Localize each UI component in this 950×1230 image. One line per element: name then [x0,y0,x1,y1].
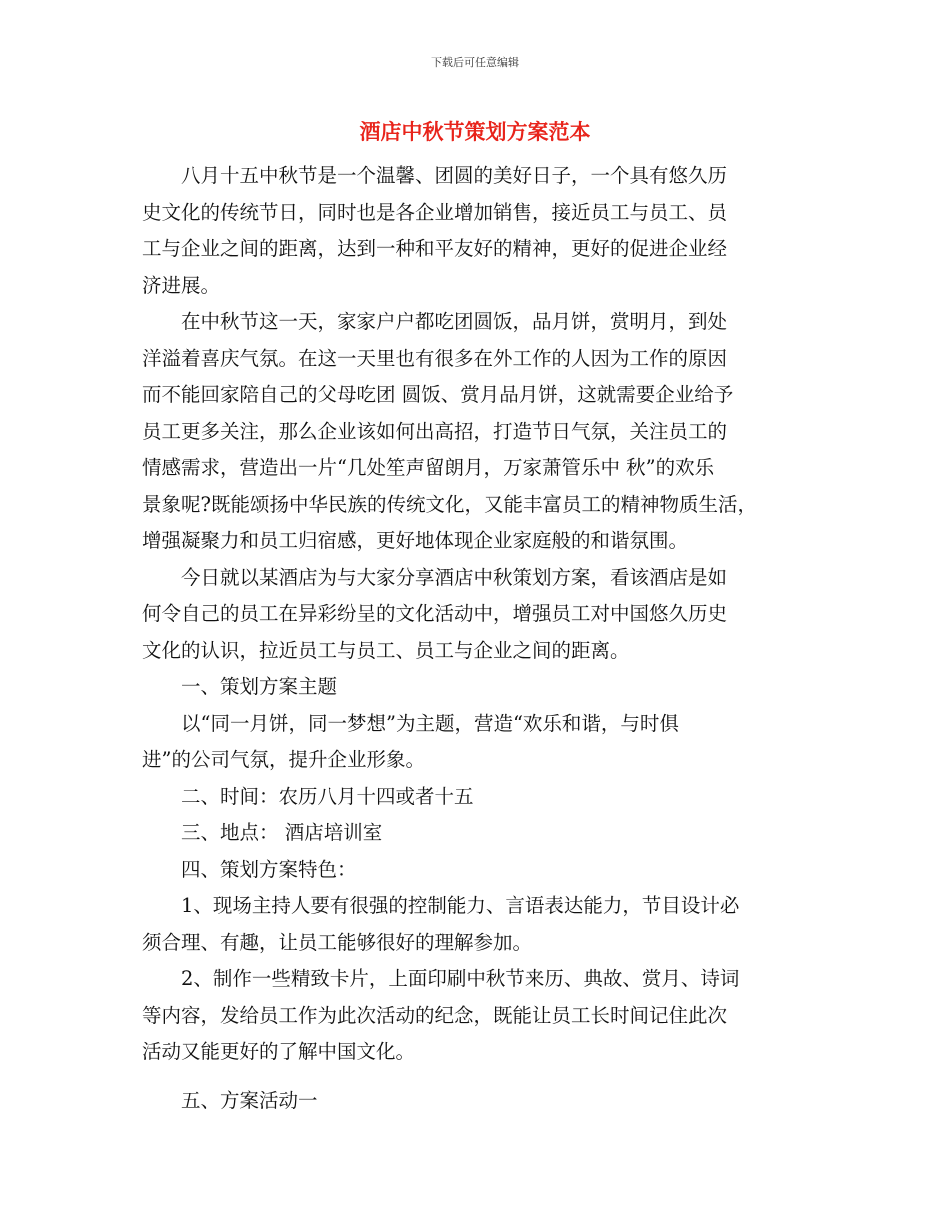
paragraph [142,706,822,779]
document-title: 酒店中秋节策划方案范本 [359,119,591,144]
text-line: 三、地点： 酒店培训室 [181,821,383,844]
paragraph [142,961,822,1071]
text-line: 情感需求，营造出一片“几处笙声留朗月，万家萧管乐中 秋”的欢乐 [142,456,715,479]
section-heading [142,852,822,889]
paragraph [142,158,822,304]
text-line: 五、方案活动一 [181,1088,318,1112]
text-line: 景象呢?既能颂扬中华民族的传统文化，又能丰富员工的精神物质生活， [142,492,757,516]
text-line: 四、策划方案特色： [181,857,357,881]
section-heading [142,1083,822,1120]
text-line: 文化的认识，拉近员工与员工、员工与企业之间的距离。 [142,638,630,662]
section-heading [142,669,822,706]
text-line: 须合理、有趣，让员工能够很好的理解参加。 [142,930,533,954]
text-line: 1、现场主持人要有很强的控制能力、言语表达能力，节目设计必 [181,894,740,917]
text-line: 以“同一月饼，同一梦想”为主题，营造“欢乐和谐，与时俱 [181,711,679,735]
section-heading [142,815,822,852]
text-line: 员工更多关注，那么企业该如何出高招，打造节日气氛，关注员工的 [142,419,728,443]
text-line: 二、时间：农历八月十四或者十五 [181,784,474,808]
section-heading [142,779,822,816]
paragraph [142,888,822,961]
document-body [142,158,822,1119]
text-line: 济进展。 [142,273,221,297]
text-line: 增强凝聚力和员工归宿感，更好地体现企业家庭般的和谐氛围。 [142,529,689,552]
text-line: 进”的公司气氛，提升企业形象。 [142,748,425,771]
text-line: 洋溢着喜庆气氛。在这一天里也有很多在外工作的人因为工作的原因 [142,346,728,370]
text-line: 在中秋节这一天，家家户户都吃团圆饭，品月饼，赏明月，到处 [181,310,728,333]
text-line: 2、制作一些精致卡片，上面印刷中秋节来历、典故、赏月、诗词 [181,967,740,990]
paragraph [142,560,822,670]
text-line: 而不能回家陪自己的父母吃团 圆饭、赏月品月饼，这就需要企业给予 [142,383,734,406]
paragraph [142,304,822,560]
text-line: 工与企业之间的距离，达到一种和平友好的精神，更好的促进企业经 [142,237,728,260]
text-line: 活动又能更好的了解中国文化。 [142,1040,416,1063]
text-line: 一、策划方案主题 [181,675,338,698]
text-line: 等内容，发给员工作为此次活动的纪念，既能让员工长时间记住此次 [142,1003,728,1027]
text-line: 何令自己的员工在异彩纷呈的文化活动中，增强员工对中国悠久历史 [142,602,728,625]
text-line: 八月十五中秋节是一个温馨、团圆的美好日子，一个具有悠久历 [181,164,728,187]
text-line: 史文化的传统节日，同时也是各企业增加销售，接近员工与员工、员 [142,200,728,224]
text-line: 今日就以某酒店为与大家分享酒店中秋策划方案，看该酒店是如 [181,565,728,589]
page-header: 下载后可任意编辑 [431,56,519,69]
